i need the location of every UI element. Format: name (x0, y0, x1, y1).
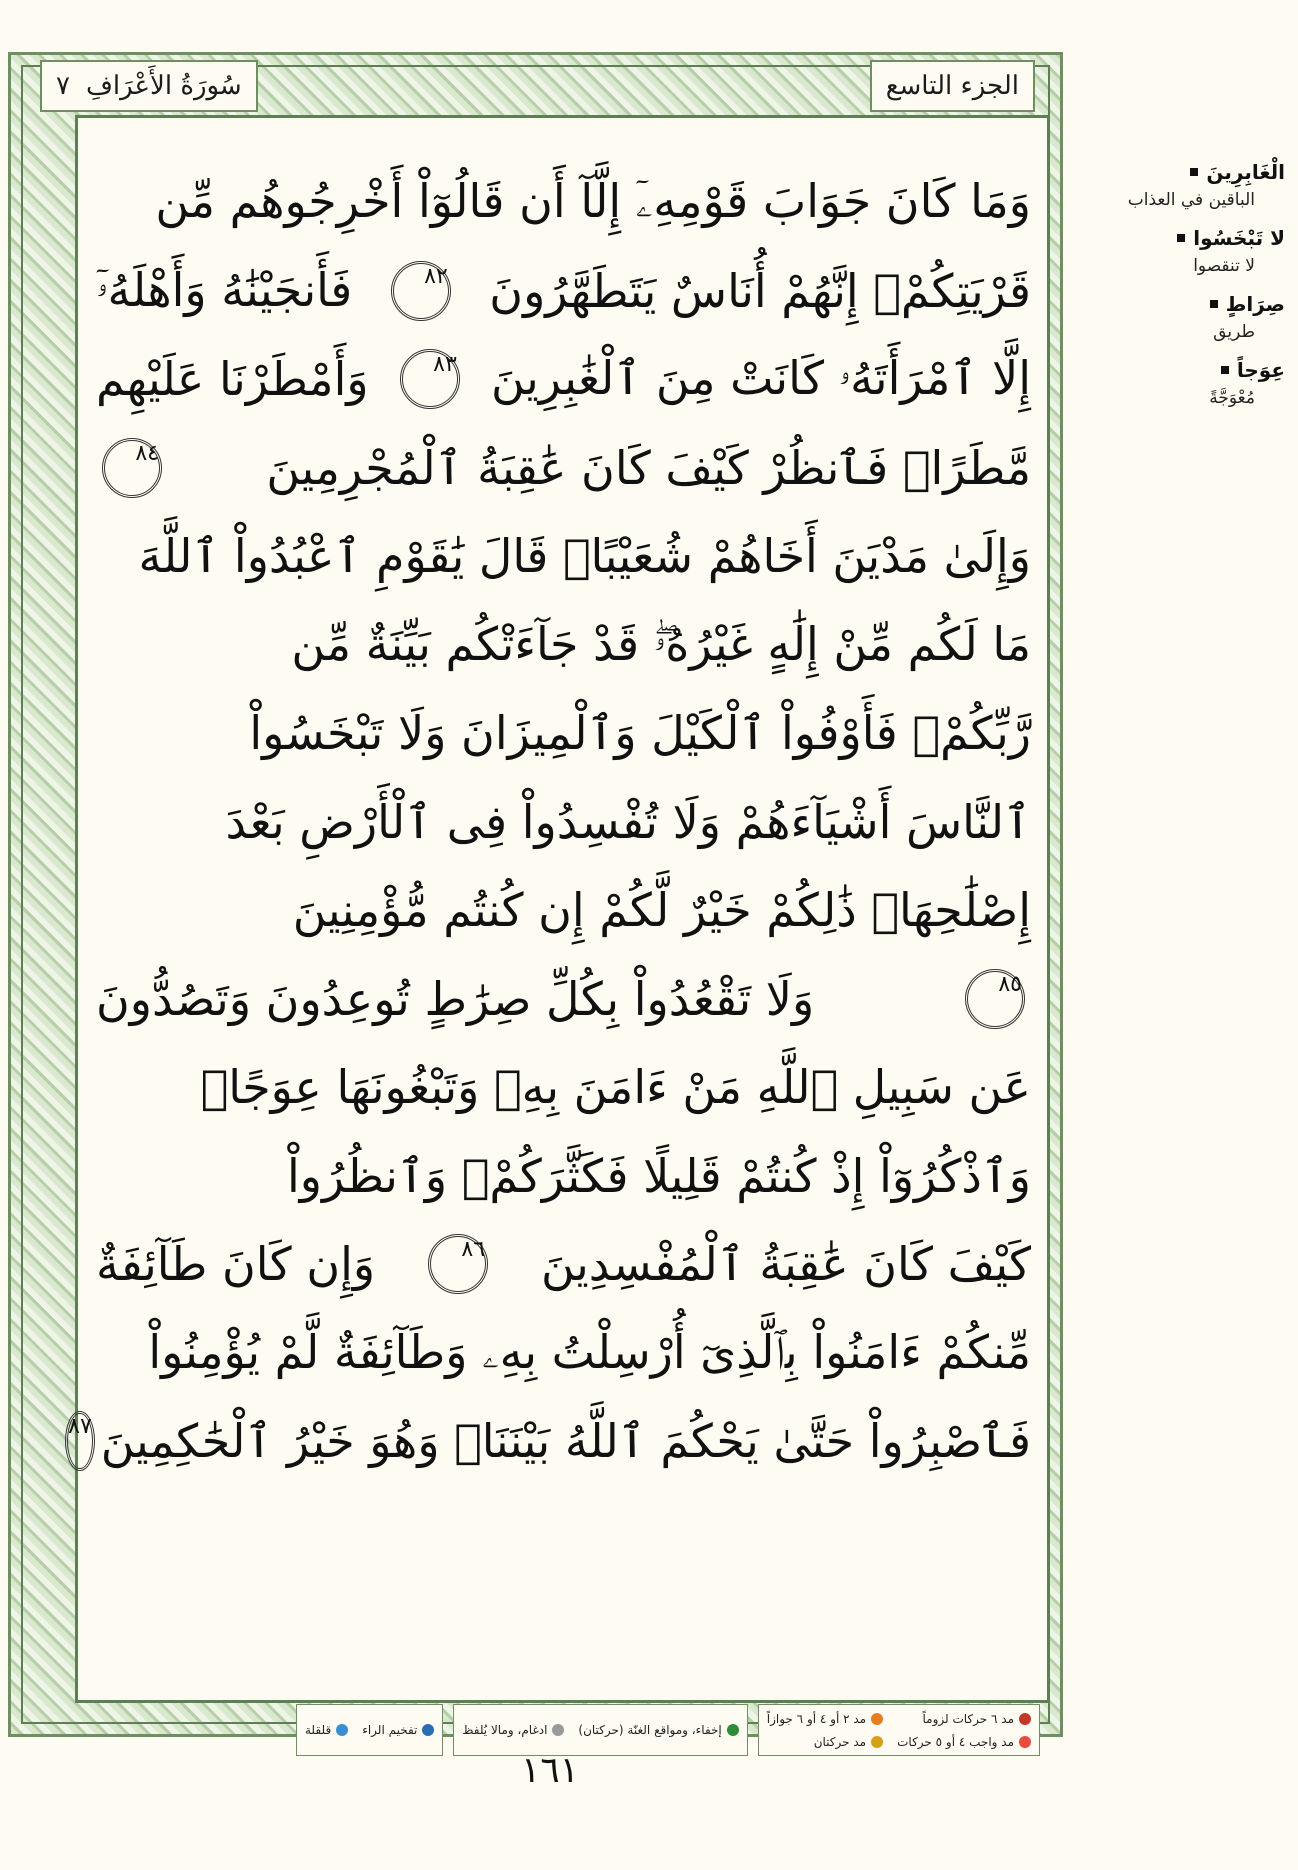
verse-text: مَا لَكُم مِّنْ إِلَٰهٍ غَيْرُهُۥۖ قَدْ جَآءَتْكُم بَيِّنَةٌ مِّن (291, 616, 1031, 671)
legend-color-dot (1019, 1713, 1031, 1725)
ayah-number-marker: ٨٧ (65, 1411, 95, 1471)
legend-label: تفخيم الراء (362, 1723, 418, 1737)
glossary-meaning: مُعْوَجَّةً (1209, 388, 1255, 408)
verse-line (96, 1132, 1031, 1221)
legend-color-dot (1019, 1736, 1031, 1748)
verse-line (96, 1043, 1031, 1132)
glossary-meaning: الباقين في العذاب (1127, 190, 1255, 210)
legend-item (362, 1708, 434, 1752)
glossary-sidebar (1085, 160, 1285, 424)
verse-text: عَن سَبِيلِ ٱللَّهِ مَنْ ءَامَنَ بِهِۦ وَتَبْغُونَهَا عِوَجًاۚ (200, 1060, 1031, 1115)
verse-line (96, 158, 1031, 247)
glossary-meaning: لا تنقصوا (1193, 256, 1255, 276)
page-number: ١٦١ (520, 1750, 579, 1791)
juz-title-box (870, 60, 1035, 112)
legend-item (305, 1708, 348, 1752)
verse-line (96, 512, 1031, 601)
verse-text: فَٱصْبِرُواْ حَتَّىٰ يَحْكُمَ ٱللَّهُ بَيْنَنَاۚ وَهُوَ خَيْرُ ٱلْحَٰكِمِينَ (100, 1414, 1031, 1469)
glossary-meaning: طريق (1213, 322, 1255, 342)
legend-item (767, 1708, 883, 1729)
verse-line (96, 424, 1031, 513)
verse-line (68, 1397, 1031, 1486)
legend-item (462, 1708, 564, 1752)
glossary-entry (1085, 160, 1285, 210)
verse-text: ٱلنَّاسَ أَشْيَآءَهُمْ وَلَا تُفْسِدُواْ فِى ٱلْأَرْضِ بَعْدَ (225, 794, 1031, 849)
legend-color-dot (871, 1736, 883, 1748)
quran-text-panel (68, 115, 1050, 1703)
verse-text: وَمَا كَانَ جَوَابَ قَوْمِهِۦٓ إِلَّآ أَن قَالُوٓاْ أَخْرِجُوهُم مِّن (155, 174, 1031, 229)
verse-text: مِّنكُمْ ءَامَنُواْ بِٱلَّذِىٓ أُرْسِلْتُ بِهِۦ وَطَآئِفَةٌ لَّمْ يُؤْمِنُواْ (148, 1324, 1031, 1379)
surah-number: ٧ (56, 71, 70, 101)
verse-text: قَرْيَتِكُمْۖ إِنَّهُمْ أُنَاسٌ يَتَطَهَّرُونَ (489, 263, 1031, 318)
legend-color-dot (552, 1724, 564, 1736)
verse-lines (68, 158, 1031, 1486)
verse-text: مَّطَرًاۖ فَٱنظُرْ كَيْفَ كَانَ عَٰقِبَةُ ٱلْمُجْرِمِينَ (266, 440, 1031, 495)
glossary-entry (1085, 226, 1285, 276)
verse-text: كَيْفَ كَانَ عَٰقِبَةُ ٱلْمُفْسِدِينَ (540, 1237, 1031, 1292)
page-header (40, 58, 1035, 114)
verse-line (96, 335, 1031, 424)
legend-label: قلقلة (305, 1723, 332, 1737)
verse-text: إِصْلَٰحِهَاۚ ذَٰلِكُمْ خَيْرٌ لَّكُمْ إِن كُنتُم مُّؤْمِنِينَ (292, 883, 1031, 938)
verse-text: وَلَا تَقْعُدُواْ بِكُلِّ صِرَٰطٍ تُوعِدُونَ وَتَصُدُّونَ (96, 971, 815, 1026)
legend-color-dot (422, 1724, 434, 1736)
legend-group-madd (758, 1704, 1040, 1756)
legend-item (897, 1731, 1031, 1752)
surah-title-box (40, 60, 258, 112)
glossary-word: الْغَابِرِينَ (1085, 160, 1285, 184)
legend-color-dot (727, 1724, 739, 1736)
legend-label: مد حركتان (813, 1734, 867, 1749)
legend-label: إخفاء، ومواقع الغنّة (حركتان) (578, 1723, 722, 1737)
verse-line (96, 601, 1031, 690)
ayah-number-marker: ٨٣ (400, 349, 460, 409)
legend-item (767, 1731, 883, 1752)
verse-text: وَإِلَىٰ مَدْيَنَ أَخَاهُمْ شُعَيْبًاۗ قَالَ يَٰقَوْمِ ٱعْبُدُواْ ٱللَّهَ (138, 529, 1031, 584)
verse-line (96, 955, 1031, 1044)
verse-line (96, 689, 1031, 778)
verse-text: إِلَّا ٱمْرَأَتَهُۥ كَانَتْ مِنَ ٱلْغَٰبِرِينَ (490, 351, 1031, 406)
ayah-number-marker: ٨٥ (965, 969, 1025, 1029)
verse-line (96, 778, 1031, 867)
tajweed-legend (190, 1704, 1040, 1756)
legend-group-ghunna (453, 1704, 747, 1756)
verse-line (96, 866, 1031, 955)
legend-label: مد واجب ٤ أو ٥ حركات (897, 1734, 1014, 1749)
legend-color-dot (871, 1713, 883, 1725)
legend-label: مد ٢ أو ٤ أو ٦ جوازاً (766, 1711, 867, 1726)
glossary-word: لا تَبْخَسُوا (1085, 226, 1285, 250)
verse-line (96, 1309, 1031, 1398)
ayah-number-marker: ٨٤ (102, 438, 162, 498)
legend-item (897, 1708, 1031, 1729)
verse-text: فَأَنجَيْنَٰهُ وَأَهْلَهُۥٓ (96, 262, 353, 317)
verse-text: رَّبِّكُمْۖ فَأَوْفُواْ ٱلْكَيْلَ وَٱلْمِيزَانَ وَلَا تَبْخَسُواْ (249, 706, 1031, 761)
legend-label: ادغام، ومالا يُلفظ (462, 1723, 548, 1737)
juz-name: الجزء التاسع (885, 71, 1019, 101)
verse-text: وَٱذْكُرُوٓاْ إِذْ كُنتُمْ قَلِيلًا فَكَثَّرَكُمْۖ وَٱنظُرُواْ (287, 1148, 1031, 1203)
legend-label: مد ٦ حركات لزوماً (922, 1711, 1014, 1726)
verse-text: وَأَمْطَرْنَا عَلَيْهِم (96, 352, 369, 407)
glossary-word: صِرَاطٍ (1085, 292, 1285, 316)
glossary-entry (1085, 358, 1285, 408)
ayah-number-marker: ٨٢ (391, 261, 451, 321)
verse-line (96, 247, 1031, 336)
verse-text: وَإِن كَانَ طَآئِفَةٌ (96, 1237, 376, 1292)
verse-line (96, 1220, 1031, 1309)
legend-item (578, 1708, 738, 1752)
legend-group-tafkhim (296, 1704, 443, 1756)
glossary-word: عِوَجاً (1085, 358, 1285, 382)
ayah-number-marker: ٨٦ (428, 1234, 488, 1294)
surah-name: سُورَةُ الأَعْرَافِ (85, 71, 242, 101)
legend-color-dot (336, 1724, 348, 1736)
glossary-entry (1085, 292, 1285, 342)
